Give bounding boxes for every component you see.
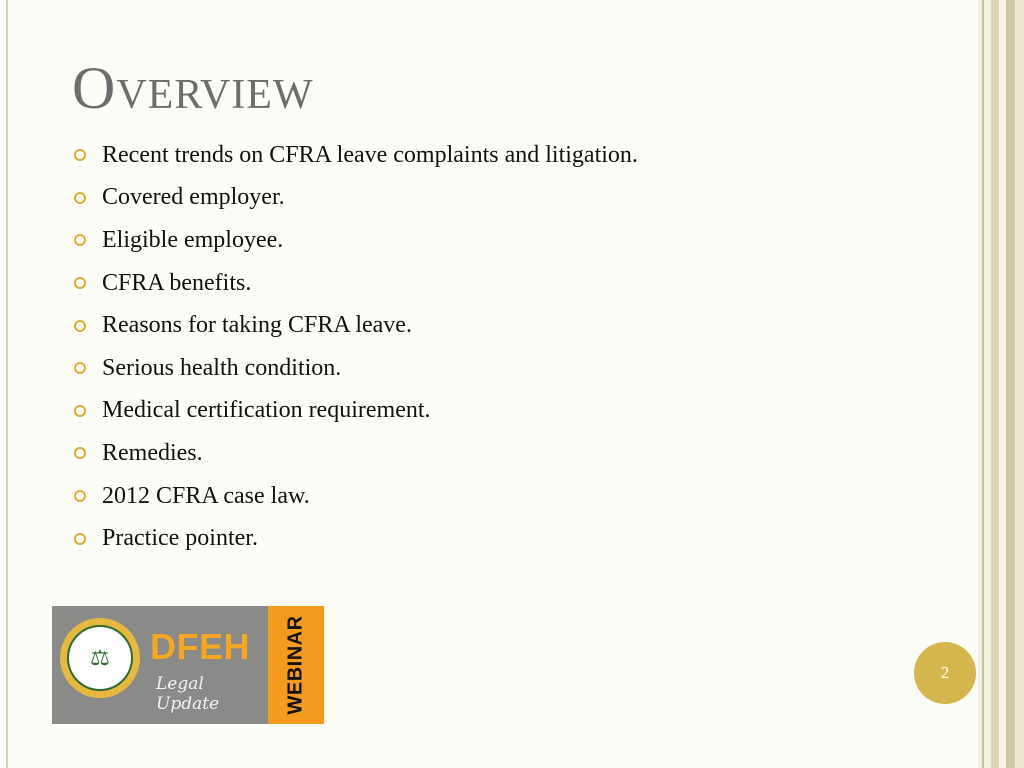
bullet-circle-icon [74, 234, 86, 246]
bullet-text: Remedies. [102, 439, 203, 466]
page-number: 2 [940, 663, 950, 682]
list-item [74, 304, 954, 347]
bullet-text: Covered employer. [102, 184, 285, 211]
logo-tagline: Legal Update [156, 674, 220, 714]
bullet-circle-icon [74, 447, 86, 459]
logo-webinar-text: WEBINAR [284, 615, 307, 715]
list-item [74, 390, 954, 433]
list-item [74, 219, 954, 262]
bullet-list [74, 134, 954, 560]
list-item [74, 347, 954, 390]
bullet-circle-icon [74, 490, 86, 502]
bullet-text: Reasons for taking CFRA leave. [102, 312, 412, 339]
bullet-text: Practice pointer. [102, 525, 258, 552]
bullet-circle-icon [74, 149, 86, 161]
bullet-text: 2012 CFRA case law. [102, 482, 310, 509]
left-border-line [6, 0, 8, 768]
list-item [74, 177, 954, 220]
bullet-circle-icon [74, 320, 86, 332]
list-item [74, 475, 954, 518]
list-item [74, 517, 954, 560]
bullet-circle-icon [74, 533, 86, 545]
bullet-circle-icon [74, 405, 86, 417]
bullet-text: Serious health condition. [102, 354, 342, 381]
list-item [74, 432, 954, 475]
dfeh-webinar-logo [52, 606, 324, 724]
bullet-text: Recent trends on CFRA leave complaints and litigation. [102, 141, 638, 168]
bullet-text: Medical certification requirement. [102, 397, 431, 424]
bullet-text: Eligible employee. [102, 226, 284, 253]
bullet-circle-icon [74, 192, 86, 204]
scales-of-justice-icon: ⚖ [67, 625, 133, 691]
bullet-circle-icon [74, 277, 86, 289]
slide-title: Overview [72, 55, 314, 121]
logo-dfeh-text: DFEH [150, 626, 250, 667]
bullet-circle-icon [74, 362, 86, 374]
page-number-badge [914, 642, 976, 704]
bullet-text: CFRA benefits. [102, 269, 252, 296]
right-decorative-stripes [978, 0, 1024, 768]
dfeh-seal-icon [60, 618, 140, 698]
list-item [74, 262, 954, 305]
list-item [74, 134, 954, 177]
logo-gray-panel [52, 606, 268, 724]
logo-orange-panel [268, 606, 324, 724]
